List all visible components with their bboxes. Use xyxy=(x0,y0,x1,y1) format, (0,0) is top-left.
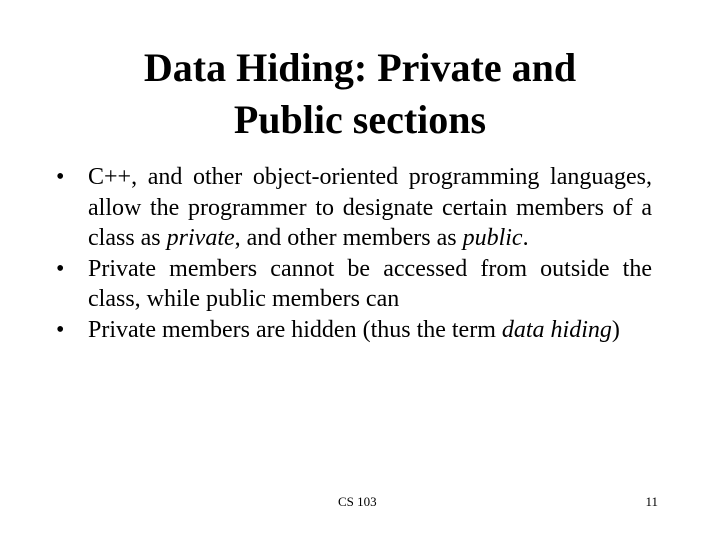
bullet-text: ) xyxy=(611,316,620,343)
footer-course: CS 103 xyxy=(338,494,377,509)
title-line-1: Data Hiding: Private and xyxy=(143,45,577,90)
bullet-text: Private members are hidden (thus the term xyxy=(88,316,502,343)
bullet-item xyxy=(56,315,652,346)
bullet-icon: • xyxy=(56,164,65,190)
title-line-2: Public sections xyxy=(233,97,487,142)
bullet-emphasis: public xyxy=(462,225,523,251)
bullet-item xyxy=(56,162,652,254)
bullet-text: , and other members as xyxy=(234,225,463,251)
bullet-icon: • xyxy=(56,255,65,282)
bullet-emphasis: data hiding xyxy=(501,316,612,343)
bullet-text: C++, and other object-oriented programming languages, allow the programmer to designate certain members of a class as xyxy=(88,164,652,251)
bullet-text: Private members cannot be accessed from outside the class, while public members can xyxy=(88,255,652,312)
slide-title xyxy=(60,42,660,146)
bullet-item xyxy=(56,254,652,315)
bullet-emphasis: private xyxy=(166,225,235,251)
bullet-icon: • xyxy=(56,316,65,343)
bullet-list xyxy=(56,162,652,345)
footer-page-number: 11 xyxy=(645,494,658,509)
bullet-text: . xyxy=(522,225,529,251)
